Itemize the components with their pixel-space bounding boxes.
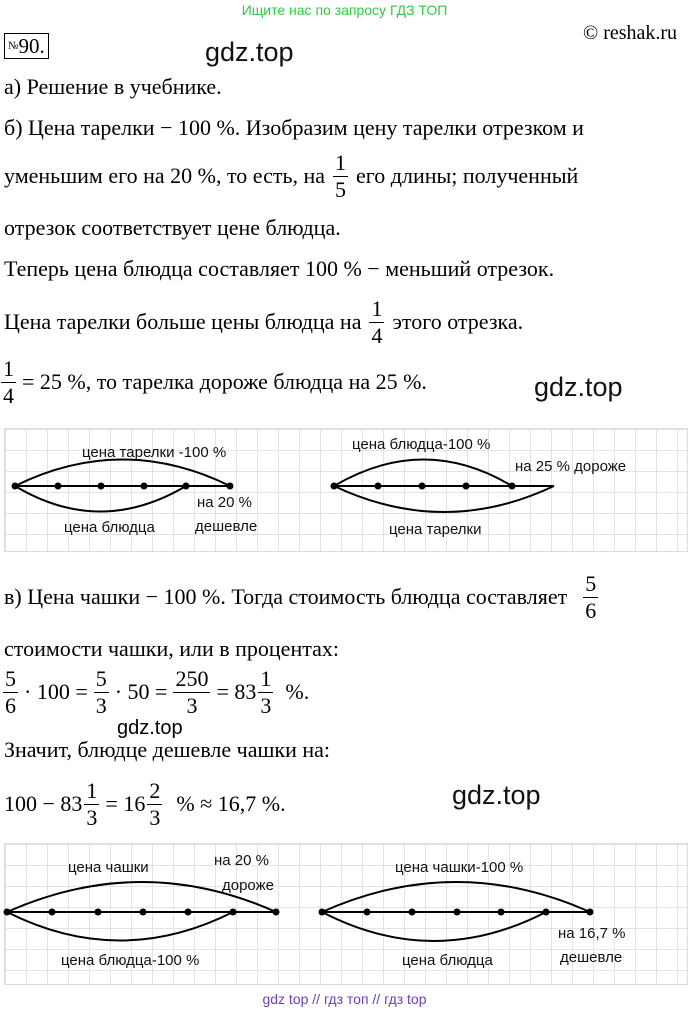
label-note-1: на 20 % — [197, 494, 252, 511]
numerator: 250 — [175, 665, 209, 691]
point — [183, 483, 190, 490]
upper-arc — [15, 460, 230, 487]
lower-arc — [322, 912, 546, 941]
copyright: © reshak.ru — [583, 22, 678, 44]
numerator: 5 — [5, 665, 16, 691]
point — [141, 483, 148, 490]
label-note: на 25 % дороже — [515, 458, 627, 475]
label-note-2: дороже — [222, 877, 274, 894]
line-v5 — [4, 776, 286, 832]
label-note-2: дешевле — [195, 518, 258, 535]
diagram-2 — [331, 436, 627, 538]
diagram-4 — [319, 859, 626, 969]
watermark: gdz.top — [117, 717, 183, 739]
point — [419, 483, 426, 490]
line-b1: б) Цена тарелки − 100 %. Изобразим цену тарелки отрезком и — [4, 115, 584, 140]
line-b4: Теперь цена блюдца составляет 100 % − меньший отрезок. — [4, 256, 555, 281]
denominator: 5 — [335, 176, 347, 202]
number-sign: № — [8, 40, 19, 52]
fraction — [258, 665, 273, 718]
top-banner[interactable]: Ищите нас по запросу ГДЗ ТОП — [241, 2, 448, 18]
text: = 16 — [105, 791, 146, 816]
line-b3: отрезок соответствует цене блюдца. — [4, 215, 341, 240]
numerator: 1 — [260, 665, 272, 691]
text: = 25 %, то тарелка дороже блюдца на 25 %. — [22, 369, 427, 394]
point — [509, 483, 516, 490]
text: = 83 — [216, 679, 257, 704]
watermark: gdz.top — [534, 372, 623, 402]
point — [55, 483, 62, 490]
label-bottom: цена блюдца — [64, 519, 155, 536]
text: %. — [285, 679, 310, 704]
point — [230, 909, 237, 916]
diagram-3 — [4, 852, 280, 969]
point — [319, 909, 326, 916]
upper-arc — [334, 460, 512, 487]
point — [273, 909, 280, 916]
label-note-2: дешевле — [560, 949, 623, 966]
text: % ≈ 16,7 %. — [176, 791, 286, 816]
line-v1 — [4, 570, 600, 624]
point — [49, 909, 56, 916]
point — [12, 483, 19, 490]
point — [140, 909, 147, 916]
watermark: gdz.top — [452, 780, 541, 810]
bottom-banner[interactable]: gdz top // гдз топ // гдз top — [262, 991, 427, 1007]
fraction — [147, 777, 162, 830]
numerator: 2 — [149, 777, 161, 803]
label-bottom: цена блюдца-100 % — [61, 952, 200, 969]
denominator: 6 — [5, 692, 16, 718]
numerator: 1 — [86, 777, 98, 803]
denominator: 3 — [95, 692, 107, 718]
numerator: 5 — [585, 570, 597, 596]
fraction — [3, 665, 18, 718]
text: 100 − 83 — [4, 791, 83, 816]
denominator: 3 — [186, 692, 198, 718]
text: · 100 = — [24, 679, 88, 704]
point — [4, 909, 11, 916]
point — [185, 909, 192, 916]
line-v2: стоимости чашки, или в процентах: — [4, 636, 339, 661]
fraction — [583, 570, 598, 623]
fraction — [173, 665, 210, 718]
label-note-1: на 16,7 % — [558, 925, 626, 942]
denominator: 3 — [260, 692, 272, 718]
label-top: цена блюдца-100 % — [352, 436, 491, 453]
point — [409, 909, 416, 916]
numerator: 1 — [335, 149, 347, 175]
label-bottom: цена блюдца — [402, 952, 493, 969]
line-a: а) Решение в учебнике. — [4, 74, 222, 99]
line-v3 — [1, 664, 309, 720]
denominator: 4 — [371, 322, 383, 348]
point — [331, 483, 338, 490]
point — [95, 909, 102, 916]
text: уменьшим его на 20 %, то есть, на — [4, 163, 326, 188]
text: этого отрезка. — [392, 309, 524, 334]
point — [543, 909, 550, 916]
point — [454, 909, 461, 916]
point — [375, 483, 382, 490]
point — [98, 483, 105, 490]
numerator: 5 — [95, 665, 107, 691]
numerator: 1 — [371, 295, 383, 321]
text: · 50 = — [114, 679, 168, 704]
denominator: 6 — [585, 597, 597, 623]
line-v4: Значит, блюдце дешевле чашки на: — [4, 737, 331, 762]
point — [498, 909, 505, 916]
numerator: 1 — [3, 355, 14, 381]
denominator: 3 — [149, 804, 161, 830]
point — [587, 909, 594, 916]
lower-arc — [334, 486, 554, 512]
text: Цена тарелки больше цены блюдца на — [4, 309, 362, 334]
label-note-1: на 20 % — [214, 852, 269, 869]
watermark: gdz.top — [205, 37, 294, 67]
point — [364, 909, 371, 916]
denominator: 4 — [3, 382, 14, 408]
lower-arc — [7, 912, 233, 941]
point — [463, 483, 470, 490]
denominator: 3 — [86, 804, 98, 830]
fraction — [94, 665, 109, 718]
label-top: цена чашки-100 % — [395, 859, 524, 876]
lower-arc — [15, 486, 186, 512]
upper-arc — [322, 882, 590, 912]
text: в) Цена чашки − 100 %. Тогда стоимость блюдца составляет — [4, 584, 568, 609]
fraction — [84, 777, 99, 830]
exercise-number-value: 90. — [18, 34, 45, 58]
diagram-1 — [12, 444, 258, 536]
label-top: цена чашки — [68, 859, 149, 876]
label-top: цена тарелки -100 % — [82, 444, 227, 461]
text: его длины; полученный — [356, 163, 579, 188]
label-bottom: цена тарелки — [389, 521, 482, 538]
point — [227, 483, 234, 490]
